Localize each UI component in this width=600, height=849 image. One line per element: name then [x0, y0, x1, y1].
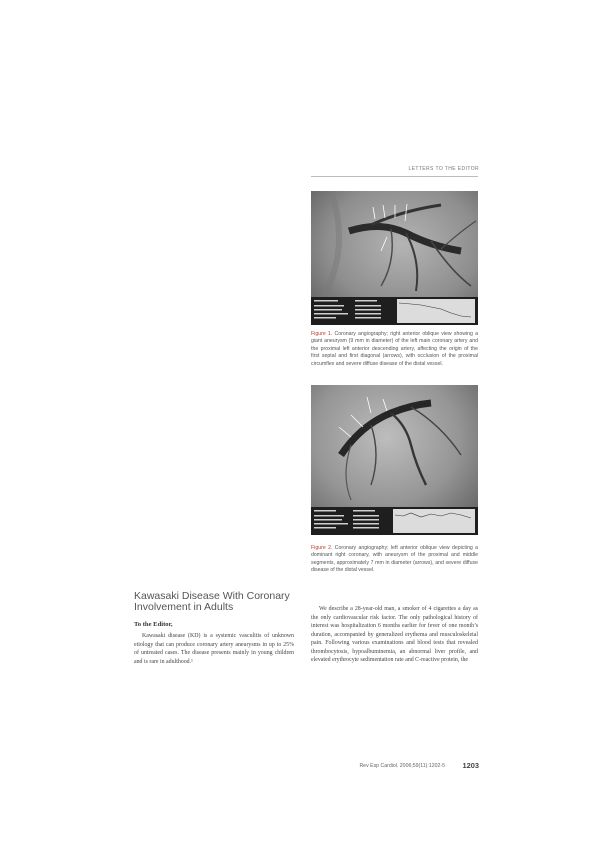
salutation: To the Editor, [134, 621, 173, 628]
figure-2-image [311, 385, 478, 535]
left-column-text: Kawasaki disease (KD) is a systemic vasculitis of unknown etiology that can produce coronary artery aneurysms in up to 25% of untreated cases. The disease presents mainly in young children and is rare in adulthood.¹ [134, 633, 294, 665]
figure-2-angiogram [311, 385, 478, 535]
figure-2-label: Figure 2. [311, 545, 333, 551]
figure-1-angiogram [311, 191, 478, 325]
figure-1-caption-text: Coronary angiography; right anterior oblique view showing a giant aneurysm (9 mm in diameter) of the left main coronary artery and the proximal left anterior descending artery, affecting the origin of the first septal and first diagonal (arrows), with occlusion of the proximal circumflex and severe diffuse disease of the distal vessel. [311, 331, 478, 367]
figure-1-caption [311, 331, 478, 368]
header-rule [311, 176, 478, 177]
running-head: LETTERS TO THE EDITOR [408, 166, 479, 172]
article-title: Kawasaki Disease With Coronary Involvement in Adults [134, 590, 290, 613]
figure-1-image [311, 191, 478, 325]
page-number: 1203 [462, 761, 479, 770]
figure-1-label: Figure 1. [311, 331, 333, 337]
figure-2-caption [311, 545, 478, 575]
right-column-text: We describe a 28-year-old man, a smoker of 4 cigarettes a day as the only cardiovascular risk factor. The only pathological history of interest was hospitalization 6 months earlier for fever of one month’s duration, accompanied by generalized erythema and musculoskeletal pain. Following various examinations and blood tests that revealed thrombocytosis, hypoalbuminemia, an abnormal liver profile, and elevated erythrocyte sedimentation rate and C-reactive protein, the [311, 606, 478, 663]
footer-journal-citation: Rev Esp Cardiol. 2006;59(11):1202-5 [359, 763, 445, 769]
figure-2-caption-text: Coronary angiography; left anterior oblique view depicting a dominant right coronary, with aneurysm of the proximal and middle segments, approximately 7 mm in diameter (arrows), and severe diffuse disease of the distal vessel. [311, 545, 478, 574]
